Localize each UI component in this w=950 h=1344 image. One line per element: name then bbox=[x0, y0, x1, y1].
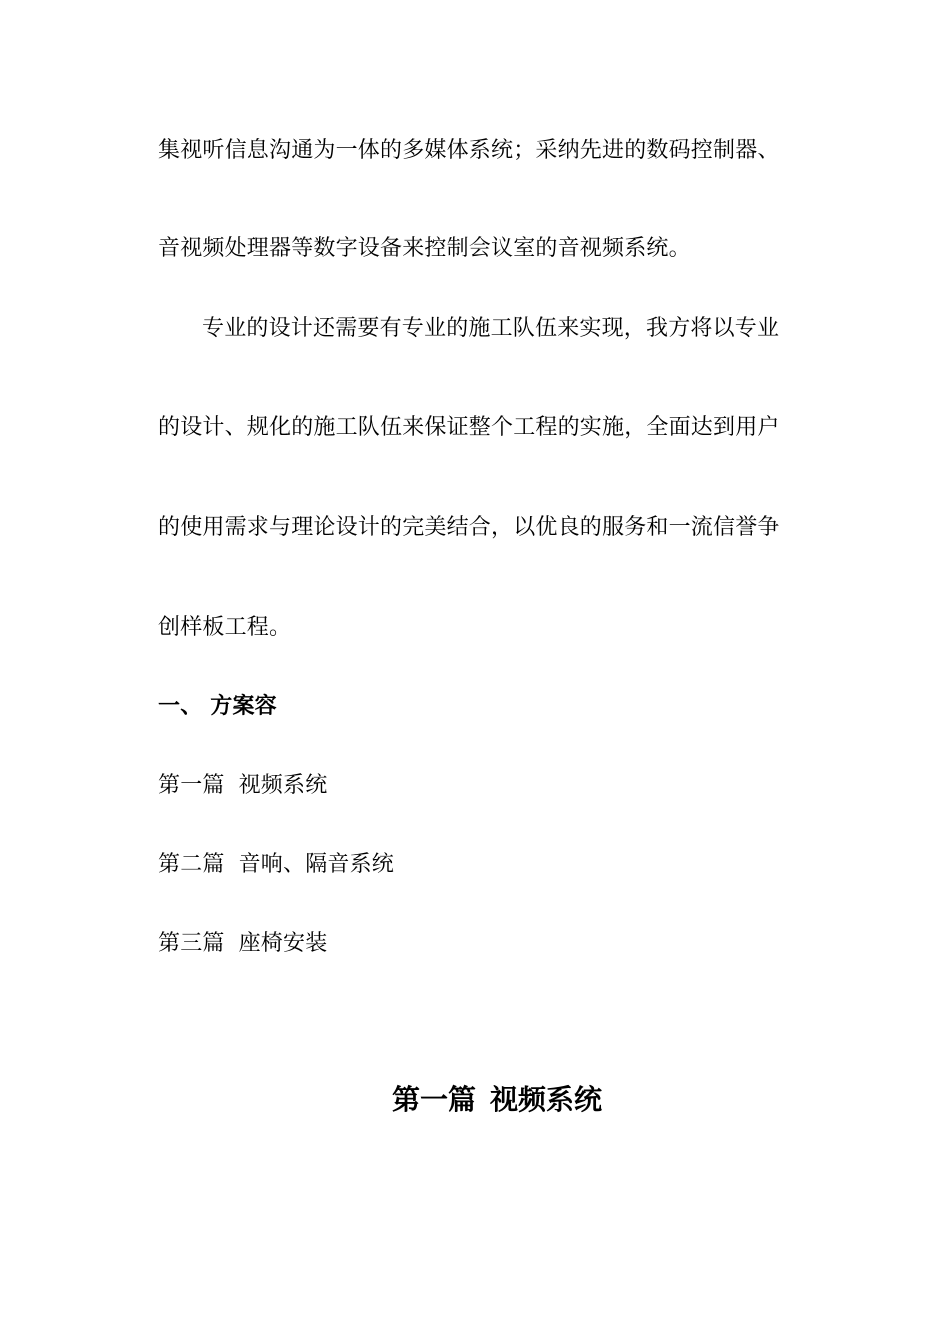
contents-item-part: 第二篇 bbox=[158, 852, 225, 877]
paragraph-line: 音视频处理器等数字设备来控制会议室的音视频系统。 bbox=[158, 236, 691, 261]
chapter-title-part: 第一篇 bbox=[391, 1083, 476, 1116]
contents-item-name: 座椅安装 bbox=[238, 931, 328, 956]
contents-item bbox=[158, 850, 818, 880]
section-heading: 一、 方案容 bbox=[158, 694, 277, 719]
contents-item-part: 第三篇 bbox=[158, 931, 225, 956]
contents-item-name: 视频系统 bbox=[238, 773, 328, 798]
contents-item-part: 第一篇 bbox=[158, 773, 225, 798]
paragraph-line: 专业的设计还需要有专业的施工队伍来实现，我方将以专业 bbox=[202, 316, 780, 341]
contents-item bbox=[158, 771, 818, 801]
paragraph-line: 的使用需求与理论设计的完美结合，以优良的服务和一流信誉争 bbox=[158, 515, 780, 540]
contents-item-name: 音响、隔音系统 bbox=[238, 852, 395, 877]
contents-item bbox=[158, 929, 818, 959]
paragraph-line: 创样板工程。 bbox=[158, 615, 292, 640]
paragraph-line: 集视听信息沟通为一体的多媒体系统；采纳先进的数码控制器、 bbox=[158, 138, 780, 163]
paragraph-line: 的设计、规化的施工队伍来保证整个工程的实施，全面达到用户 bbox=[158, 415, 780, 440]
chapter-title-name: 视频系统 bbox=[490, 1083, 603, 1116]
chapter-title bbox=[0, 1082, 950, 1118]
